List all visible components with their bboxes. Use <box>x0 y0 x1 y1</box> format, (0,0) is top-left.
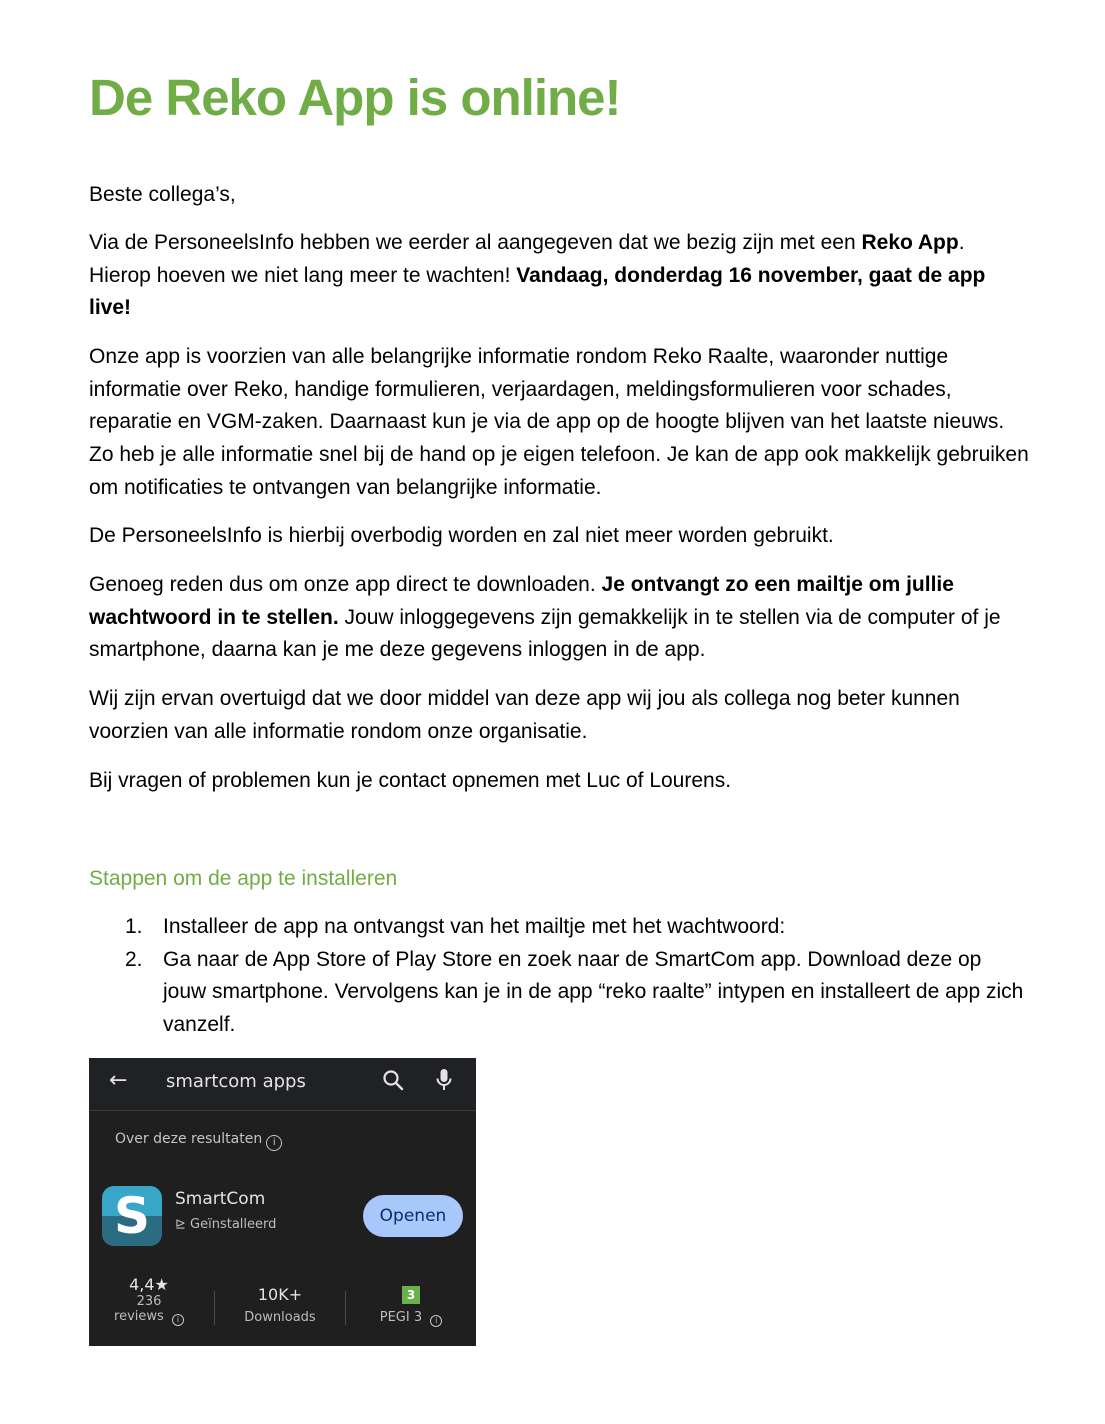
search-icon[interactable] <box>382 1069 404 1091</box>
intro-text-c: . Hierop hoeven we niet lang meer te wachten! <box>89 231 965 287</box>
paragraph-download <box>89 569 1029 667</box>
paragraph-contact: Bij vragen of problemen kun je contact opnemen met Luc of Lourens. <box>89 769 732 792</box>
downloads-value: 10K+ <box>257 1285 303 1304</box>
steps-heading: Stappen om de app te installeren <box>89 867 398 890</box>
about-results[interactable] <box>115 1131 282 1151</box>
microphone-icon[interactable] <box>435 1068 453 1092</box>
stat-divider <box>345 1291 346 1325</box>
reviews-count: 236 <box>136 1294 162 1309</box>
pegi-label: PEGI 3 i <box>361 1310 461 1327</box>
downloads-label: Downloads <box>244 1310 316 1325</box>
play-store-screenshot <box>89 1058 476 1346</box>
paragraph-intro <box>89 227 1029 325</box>
reviews-info-icon[interactable]: i <box>172 1314 184 1326</box>
paragraph-conviction: Wij zijn ervan overtuigd dat we door middel van deze app wij jou als collega nog beter kunnen voorzien van alle informatie rondom onze organisatie. <box>89 687 960 743</box>
back-arrow-icon[interactable]: ← <box>109 1068 128 1093</box>
downloads-stat <box>229 1285 331 1325</box>
intro-text-a: Via de PersoneelsInfo hebben we eerder al aangegeven dat we bezig zijn met een <box>89 231 862 254</box>
app-icon-letter: S <box>113 1187 150 1245</box>
installed-label: Geïnstalleerd <box>190 1217 277 1232</box>
step-text: Ga naar de App Store of Play Store en zoek naar de SmartCom app. Download deze op jouw smartphone. Vervolgens kan je in de app “reko raalte” intypen en installeert de app zich vanzelf. <box>163 947 1024 1037</box>
list-item <box>89 911 1029 944</box>
app-name[interactable]: SmartCom <box>175 1189 266 1209</box>
installed-status <box>175 1217 276 1232</box>
paragraph-features: Onze app is voorzien van alle belangrijke informatie rondom Reko Raalte, waaronder nuttige informatie over Reko, handige formulieren, verjaardagen, meldingsformulieren voor schades, reparatie en VGM-zaken. Daarnaast kun je via de app op de hoogte blijven van het laatste nieuws. Zo heb je alle informatie snel bij de hand op je eigen telefoon. Je kan de app ook makkelijk gebruiken om notificaties te ontvangen van belangrijke informatie. <box>89 345 1029 499</box>
reviews-label: reviews i <box>107 1309 191 1326</box>
pegi-stat <box>361 1284 461 1327</box>
rating-stat <box>107 1275 191 1326</box>
installed-icon: ⊵ <box>175 1217 191 1232</box>
step-text: Installeer de app na ontvangst van het mailtje met het wachtwoord: <box>163 915 786 938</box>
open-button[interactable]: Openen <box>363 1195 463 1237</box>
info-icon[interactable]: i <box>266 1135 282 1151</box>
step-number: 1. <box>125 915 143 938</box>
step-number: 2. <box>125 947 143 971</box>
list-item <box>89 944 1029 1042</box>
smartcom-app-icon[interactable] <box>102 1186 162 1246</box>
pegi-info-icon[interactable]: i <box>430 1315 442 1327</box>
page-title: De Reko App is online! <box>89 69 621 126</box>
greeting: Beste collega’s, <box>89 183 236 206</box>
stat-divider <box>214 1291 215 1325</box>
paragraph-personeelsinfo: De PersoneelsInfo is hierbij overbodig worden en zal niet meer worden gebruikt. <box>89 524 834 547</box>
download-text-c: Jouw inloggegevens zijn gemakkelijk in te stellen via de computer of je smartphone, daarna kan je me deze gegevens inloggen in de app. <box>89 605 1001 662</box>
intro-app-name: Reko App <box>861 231 959 254</box>
download-password-note: Je ontvangt zo een mailtje om jullie wachtwoord in te stellen. <box>89 573 954 629</box>
search-query[interactable]: smartcom apps <box>166 1071 306 1092</box>
intro-launch-date: Vandaag, donderdag 16 november, gaat de app live! <box>89 263 986 320</box>
pegi-badge: 3 <box>402 1286 420 1304</box>
rating-value: 4,4★ <box>129 1275 169 1294</box>
download-text-a: Genoeg reden dus om onze app direct te downloaden. <box>89 573 602 596</box>
about-results-label: Over deze resultaten <box>115 1131 263 1147</box>
steps-list <box>89 911 1029 1042</box>
document-page <box>89 60 1029 1037</box>
search-bar[interactable] <box>89 1058 476 1111</box>
